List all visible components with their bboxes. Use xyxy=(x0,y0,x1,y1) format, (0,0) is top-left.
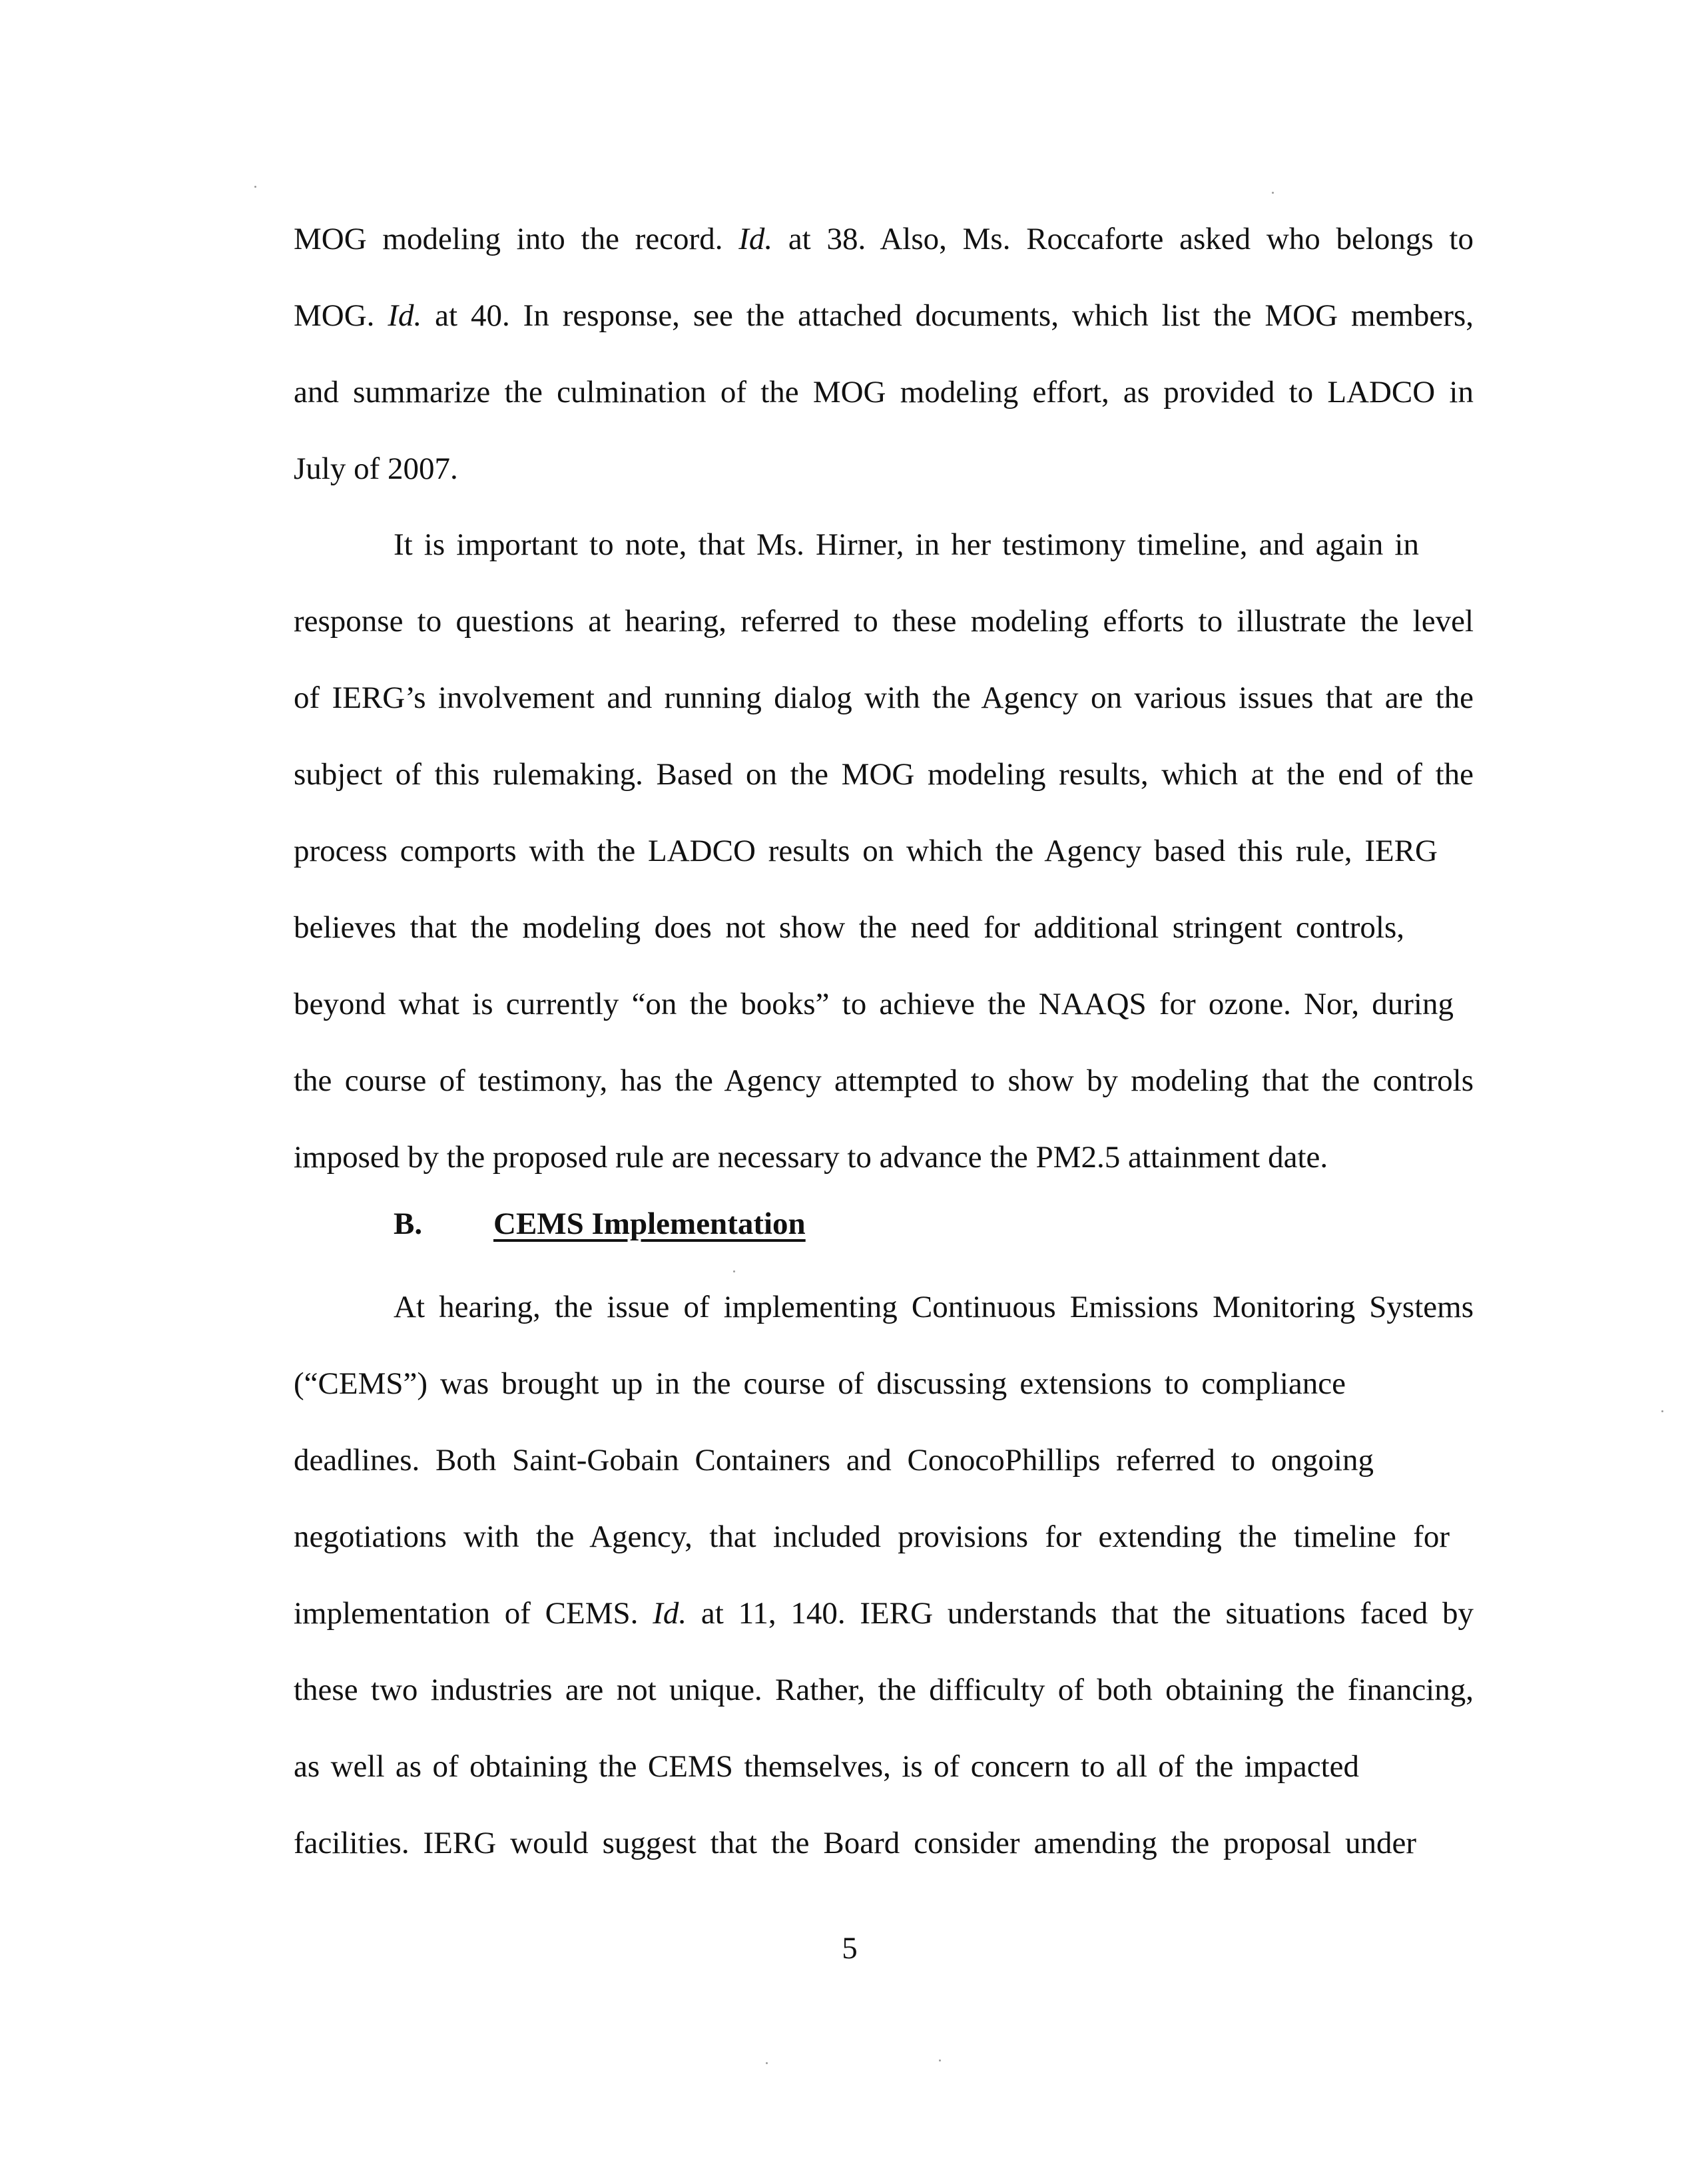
scan-speck xyxy=(1661,1410,1663,1412)
text-line: these two industries are not unique. Rather, the difficulty of both obtaining the financing, xyxy=(294,1673,1474,1707)
text-line: imposed by the proposed rule are necessary to advance the PM2.5 attainment date. xyxy=(294,1140,1328,1175)
text-line: subject of this rulemaking. Based on the MOG modeling results, which at the end of the xyxy=(294,757,1474,792)
scan-speck xyxy=(1272,192,1274,194)
scan-speck xyxy=(254,186,256,188)
text-line: deadlines. Both Saint-Gobain Containers and ConocoPhillips referred to ongoing xyxy=(294,1443,1374,1478)
scan-speck xyxy=(939,2059,941,2061)
citation-id: Id. xyxy=(653,1596,687,1631)
text-line: MOG. Id. at 40. In response, see the attached documents, which list the MOG members, xyxy=(294,298,1474,333)
text-line: beyond what is currently “on the books” to achieve the NAAQS for ozone. Nor, during xyxy=(294,987,1454,1021)
text-line: implementation of CEMS. Id. at 11, 140. IERG understands that the situations faced by xyxy=(294,1596,1474,1631)
text-line: process comports with the LADCO results on which the Agency based this rule, IERG xyxy=(294,834,1438,868)
text-line: At hearing, the issue of implementing Continuous Emissions Monitoring Systems xyxy=(394,1290,1474,1324)
text-line: response to questions at hearing, referred to these modeling efforts to illustrate the level xyxy=(294,604,1474,639)
text-line: It is important to note, that Ms. Hirner, in her testimony timeline, and again in xyxy=(394,527,1419,562)
page-number: 5 xyxy=(842,1931,858,1966)
section-letter: B. xyxy=(394,1207,423,1241)
citation-id: Id. xyxy=(388,298,422,333)
text-line: believes that the modeling does not show the need for additional stringent controls, xyxy=(294,910,1404,945)
scan-speck xyxy=(733,1270,735,1272)
text-line: as well as of obtaining the CEMS themselves, is of concern to all of the impacted xyxy=(294,1749,1359,1784)
text-line: facilities. IERG would suggest that the Board consider amending the proposal under xyxy=(294,1826,1416,1860)
scan-speck xyxy=(766,2062,768,2064)
text-line: MOG modeling into the record. Id. at 38. Also, Ms. Roccaforte asked who belongs to xyxy=(294,222,1474,256)
text-line: and summarize the culmination of the MOG modeling effort, as provided to LADCO in xyxy=(294,375,1474,410)
text-line: (“CEMS”) was brought up in the course of discussing extensions to compliance xyxy=(294,1366,1346,1401)
text-line: of IERG’s involvement and running dialog with the Agency on various issues that are the xyxy=(294,681,1474,715)
text-line: July of 2007. xyxy=(294,451,458,486)
text-line: the course of testimony, has the Agency attempted to show by modeling that the controls xyxy=(294,1063,1474,1098)
section-title: CEMS Implementation xyxy=(493,1207,806,1241)
citation-id: Id. xyxy=(738,222,773,256)
text-line: negotiations with the Agency, that included provisions for extending the timeline for xyxy=(294,1519,1450,1554)
